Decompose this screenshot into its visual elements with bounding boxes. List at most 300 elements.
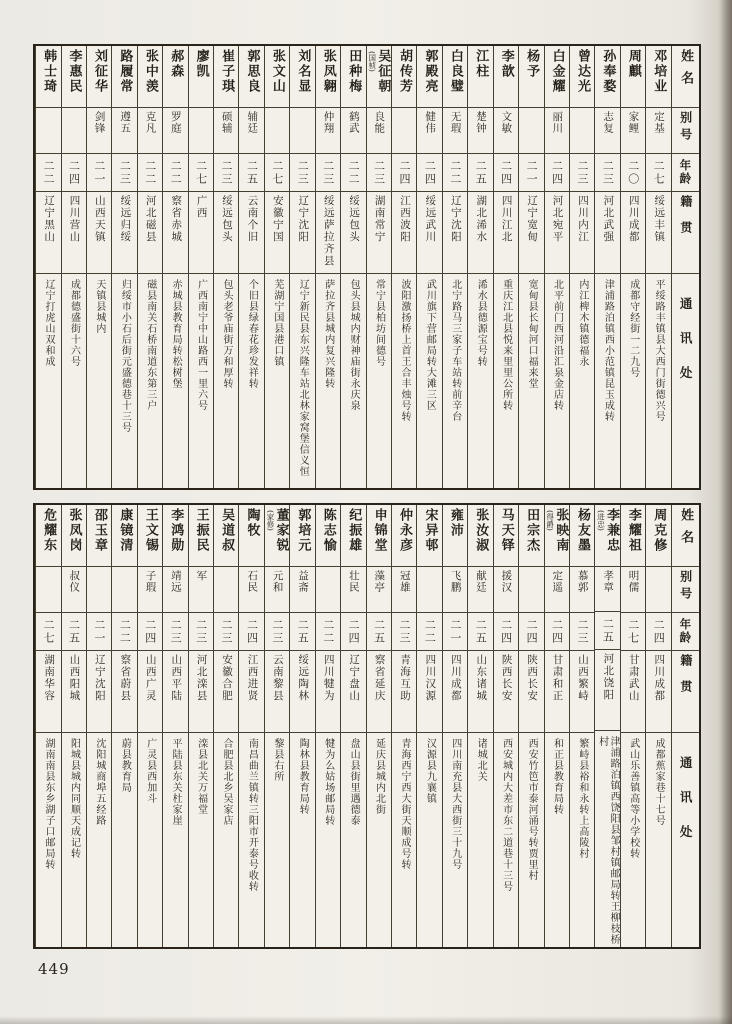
person-name: [87, 505, 111, 567]
person-alias: [545, 567, 569, 613]
person-address-text: 重庆江北县悦来里里公所转: [500, 279, 512, 411]
person-age-text: 二四: [347, 618, 361, 645]
person-age-text: 二四: [143, 618, 157, 645]
person-name: [341, 505, 365, 567]
person-origin: [138, 192, 162, 274]
person-age-text: 二七: [270, 159, 284, 186]
column-header-origin: [672, 192, 699, 274]
person-alias: [519, 108, 543, 154]
person-alias: [341, 567, 365, 613]
person-age: [595, 154, 619, 192]
person-name-text: 崔子琪: [219, 49, 235, 94]
person-name-text: 刘名显: [295, 49, 311, 94]
person-origin-text: 湖北浠水: [475, 195, 488, 243]
person-age: [468, 613, 492, 651]
person-name: [87, 46, 111, 108]
person-alias-text: 壮民: [347, 570, 360, 593]
person-name-text: 申锦堂: [371, 508, 387, 553]
person-address: [570, 274, 594, 488]
person-age: [367, 613, 391, 651]
person-address-text: 宽甸县长甸河口福来堂: [526, 279, 538, 389]
person-name-text: 张中羡: [142, 49, 158, 94]
person-name-text: 杨友墨: [574, 508, 590, 553]
person-column: [238, 46, 263, 488]
person-column: [493, 505, 518, 947]
person-name: [316, 46, 340, 108]
person-age-text: 二四: [245, 618, 259, 645]
person-origin: [163, 651, 187, 733]
person-age-text: 二〇: [626, 159, 640, 186]
header-column: [671, 46, 699, 488]
person-name-text: 张文山: [269, 49, 285, 94]
person-origin: [87, 651, 111, 733]
person-age: [214, 154, 238, 192]
person-origin: [595, 192, 619, 274]
person-address: [494, 274, 518, 488]
person-address: [87, 274, 111, 488]
person-origin: [417, 651, 441, 733]
person-age-text: 二五: [372, 618, 386, 645]
person-age-text: 二三: [270, 618, 284, 645]
person-age: [36, 154, 60, 192]
person-alias: [316, 567, 340, 613]
person-address: [239, 733, 263, 947]
person-name-text: 江柱: [473, 49, 489, 79]
registry-tables: [33, 44, 701, 949]
person-name: [265, 505, 289, 567]
person-name: [545, 46, 569, 108]
person-column: [86, 46, 111, 488]
person-name-text: 张凤岗: [66, 508, 82, 553]
person-origin-text: 陕西长安: [526, 654, 539, 702]
person-address-text: 常宁县柏坊间德号: [373, 279, 385, 367]
person-alias: [290, 567, 314, 613]
person-age: [290, 613, 314, 651]
person-column: [569, 46, 594, 488]
person-alias: [265, 567, 289, 613]
person-address: [392, 733, 416, 947]
person-address-text: 包头老爷庙街万和厚转: [221, 279, 232, 389]
person-address: [519, 733, 543, 947]
person-column: [645, 505, 670, 947]
person-origin: [214, 192, 238, 274]
person-column: [645, 46, 670, 488]
person-origin-text: 湖南华容: [43, 654, 56, 702]
person-column: [544, 505, 569, 947]
person-origin-text: 四川成都: [653, 654, 666, 702]
person-name-text: 孙奉婺: [600, 49, 616, 94]
person-address-text: 个旧县绿春花珍发祥转: [246, 279, 258, 389]
person-address: [163, 274, 187, 488]
scan-edge-shadow-bottom: [0, 1016, 732, 1024]
person-age: [138, 154, 162, 192]
person-name-text: 白良璧: [447, 49, 463, 94]
person-column: [289, 46, 314, 488]
person-column: [289, 505, 314, 947]
person-address-text: 武川旗下营邮局转大滩三区: [424, 279, 436, 411]
person-name-text: 张凤翱: [320, 49, 336, 94]
person-address-text: 犍为么姑场邮局转: [322, 738, 334, 826]
person-origin: [316, 651, 340, 733]
person-alias: [417, 567, 441, 613]
person-address-text: 芜湖宁国县港口镇: [271, 279, 283, 367]
person-alias-text: 楚钟: [474, 111, 487, 134]
person-age-text: 二二: [118, 618, 132, 645]
person-age: [265, 613, 289, 651]
person-age-text: 二三: [397, 618, 411, 645]
person-name: [36, 46, 60, 108]
person-age-text: 二二: [169, 159, 183, 186]
person-age-text: 二五: [601, 617, 615, 644]
person-alias: [36, 567, 60, 613]
person-name: [519, 505, 543, 567]
person-name: [392, 505, 416, 567]
header-column: [671, 505, 699, 947]
person-name: [595, 505, 619, 567]
person-name: [290, 46, 314, 108]
column-header-name-text: 姓名: [678, 49, 694, 93]
name-annotation: (得爵): [545, 510, 555, 531]
person-origin-text: 四川犍为: [322, 654, 335, 702]
person-address-text: 南昌曲兰镇转三阳市开泰号收转: [246, 738, 258, 892]
person-address: [138, 274, 162, 488]
person-age-text: 二三: [321, 159, 335, 186]
person-column: [315, 46, 340, 488]
person-column: [493, 46, 518, 488]
person-age: [468, 154, 492, 192]
person-alias: [290, 108, 314, 154]
person-age-text: 二五: [245, 159, 259, 186]
person-alias-text: 定遥: [551, 570, 564, 593]
column-header-address: [672, 733, 699, 947]
column-header-name: [672, 46, 699, 108]
person-address: [290, 274, 314, 488]
person-column: [188, 46, 213, 488]
person-address-text: 繁峙县裕和永转上高陵村: [576, 738, 588, 859]
person-column: [620, 505, 645, 947]
person-origin: [392, 651, 416, 733]
person-column: [213, 505, 238, 947]
person-origin-text: 河北滦县: [195, 654, 208, 702]
person-alias: [443, 567, 467, 613]
person-origin: [265, 192, 289, 274]
person-alias-text: 孝章: [602, 569, 615, 593]
person-name-text: 陶牧: [244, 508, 260, 538]
person-origin: [646, 651, 670, 733]
person-address: [341, 274, 365, 488]
person-name: [417, 505, 441, 567]
person-address: [62, 274, 86, 488]
person-alias: [367, 567, 391, 613]
person-origin: [570, 651, 594, 733]
column-header-name: [672, 505, 699, 567]
person-alias: [214, 567, 238, 613]
person-address: [189, 733, 213, 947]
person-age-text: 二三: [575, 618, 589, 645]
person-alias-text: 石民: [246, 570, 259, 593]
person-name: [265, 46, 289, 108]
person-address: [138, 733, 162, 947]
person-origin-text: 察省赤城: [170, 195, 183, 243]
person-age: [341, 154, 365, 192]
person-origin-text: 河北武强: [602, 195, 615, 243]
person-name: [519, 46, 543, 108]
person-name-text: 仲永彦: [397, 508, 413, 553]
name-annotation: (进忠): [596, 510, 606, 531]
person-name-text: 郝森: [168, 49, 184, 79]
column-header-alias: [672, 567, 699, 613]
person-alias: [570, 108, 594, 154]
person-origin-text: 辽宁黑山: [43, 195, 56, 243]
column-header-address: [672, 274, 699, 488]
person-origin-text: 河北饶阳: [602, 653, 615, 702]
person-origin-text: 绥远萨拉齐县: [322, 195, 335, 267]
person-alias-text: 辅廷: [246, 111, 259, 134]
person-column: [162, 505, 187, 947]
person-column: [544, 46, 569, 488]
person-name: [316, 505, 340, 567]
person-origin-text: 绥远归绥: [119, 195, 132, 243]
person-origin: [392, 192, 416, 274]
person-address-text: 波阳激扬桥上首王合丰烛号转: [398, 279, 410, 422]
person-name: [163, 505, 187, 567]
person-alias: [646, 567, 670, 613]
person-name-text: 吴道叔: [219, 508, 235, 553]
person-column: [467, 46, 492, 488]
column-header-alias-text: 别号: [678, 111, 693, 145]
person-origin-text: 辽宁沈阳: [297, 195, 310, 243]
person-address-text: 武山乐善镇高等小学校转: [627, 738, 639, 859]
person-alias: [87, 108, 111, 154]
person-address-text: 汉源县九襄镇: [424, 738, 436, 804]
person-age-text: 二二: [347, 159, 361, 186]
person-address: [239, 274, 263, 488]
person-age: [621, 613, 645, 651]
person-origin-text: 甘肃和正: [551, 654, 564, 702]
person-origin: [62, 192, 86, 274]
person-alias: [214, 108, 238, 154]
person-alias: [239, 108, 263, 154]
person-alias-text: 飞鹏: [449, 570, 462, 593]
person-age: [189, 613, 213, 651]
person-name: [112, 505, 136, 567]
person-origin-text: 四川成都: [627, 195, 640, 243]
person-age: [163, 613, 187, 651]
person-address: [112, 274, 136, 488]
column-header-alias-text: 别号: [678, 570, 693, 604]
person-name: [545, 505, 569, 567]
person-address: [570, 733, 594, 947]
person-column: [61, 505, 86, 947]
person-origin: [265, 651, 289, 733]
person-age-text: 二四: [397, 159, 411, 186]
person-origin: [519, 192, 543, 274]
person-address: [316, 733, 340, 947]
person-origin: [494, 651, 518, 733]
person-address: [189, 274, 213, 488]
person-origin: [239, 192, 263, 274]
person-age-text: 二三: [194, 618, 208, 645]
person-origin: [494, 192, 518, 274]
person-address: [36, 274, 60, 488]
person-address-text: 湖南南县东乡湖子口邮局转: [43, 738, 55, 870]
person-origin-text: 江西进贤: [246, 654, 259, 702]
person-age-text: 二二: [448, 159, 462, 186]
person-alias: [595, 567, 619, 613]
person-origin: [112, 192, 136, 274]
person-name: [595, 46, 619, 108]
person-age-text: 二四: [550, 159, 564, 186]
person-age-text: 二四: [525, 618, 539, 645]
person-age-text: 二一: [525, 159, 539, 186]
person-age: [646, 154, 670, 192]
person-address: [62, 733, 86, 947]
person-address-text: 平绥路丰镇县大西门街德兴号: [653, 279, 665, 422]
person-age-text: 二三: [220, 159, 234, 186]
person-alias: [138, 567, 162, 613]
person-alias-text: 叔仪: [68, 570, 81, 593]
person-alias: [163, 567, 187, 613]
person-address-text: 四川南充县大西街三十九号: [449, 738, 461, 870]
person-name: [214, 46, 238, 108]
person-origin-text: 山西繁峙: [576, 654, 589, 702]
person-name-text: 李耀祖: [625, 508, 641, 553]
person-age: [112, 154, 136, 192]
person-alias: [367, 108, 391, 154]
person-name: [163, 46, 187, 108]
person-name: [570, 505, 594, 567]
person-address-text: 浠水县德源宝号转: [475, 279, 487, 367]
registry-table-top: [33, 44, 701, 490]
column-header-address-text: 通讯处: [678, 756, 694, 860]
person-column: [340, 505, 365, 947]
person-origin-text: 安徽宁国: [271, 195, 284, 243]
person-address: [621, 733, 645, 947]
person-age: [239, 154, 263, 192]
person-origin-text: 河北宛平: [551, 195, 564, 243]
person-name-text: 郭思良: [244, 49, 260, 94]
column-header-alias: [672, 108, 699, 154]
person-address: [443, 274, 467, 488]
person-address-text: 津浦路泊镇西饶阳县邹村镇邮局转王柳枝桥村: [596, 736, 620, 946]
person-column: [188, 505, 213, 947]
person-address-text: 西安竹笆市泰河涌号转贾里村: [526, 738, 538, 881]
person-name-text: 董家锐: [273, 508, 289, 553]
person-address-text: 黎县右所: [271, 738, 283, 782]
person-alias-text: 无瑕: [449, 111, 462, 134]
person-age-text: 二二: [42, 159, 56, 186]
person-column: [111, 46, 136, 488]
person-address: [87, 733, 111, 947]
person-origin-text: 甘肃武山: [627, 654, 640, 702]
person-age-text: 二三: [601, 159, 615, 186]
person-name-text: 白金耀: [549, 49, 565, 94]
person-age-text: 二四: [67, 159, 81, 186]
person-alias: [189, 108, 213, 154]
person-name: [621, 46, 645, 108]
person-origin: [341, 651, 365, 733]
person-origin-text: 山西广灵: [144, 654, 157, 702]
person-origin: [443, 192, 467, 274]
person-address: [468, 274, 492, 488]
person-origin: [290, 651, 314, 733]
person-name: [62, 46, 86, 108]
person-address-text: 阳城县城内同顺天成记转: [68, 738, 80, 859]
person-address: [316, 274, 340, 488]
person-name-text: 刘征华: [91, 49, 107, 94]
person-age: [417, 154, 441, 192]
person-name-text: 周克修: [651, 508, 667, 553]
person-column: [61, 46, 86, 488]
person-column: [238, 505, 263, 947]
person-origin-text: 四川江北: [500, 195, 513, 243]
person-name-text: 吴征朝: [375, 49, 391, 94]
person-alias: [519, 567, 543, 613]
person-alias-text: 定基: [652, 111, 665, 134]
person-column: [366, 505, 391, 947]
person-address-text: 津浦路泊镇西小范镇昆玉成转: [602, 279, 614, 422]
person-alias: [468, 567, 492, 613]
person-name-text: 邓培业: [651, 49, 667, 94]
person-origin-text: 安徽合肥: [221, 654, 234, 702]
person-address: [545, 733, 569, 947]
person-name: [468, 505, 492, 567]
person-name-text: 郭殿亮: [422, 49, 438, 94]
person-column: [213, 46, 238, 488]
person-name: [62, 505, 86, 567]
person-alias: [239, 567, 263, 613]
person-age-text: 二三: [118, 159, 132, 186]
person-address: [519, 274, 543, 488]
person-age-text: 二二: [321, 618, 335, 645]
person-origin-text: 陕西长安: [500, 654, 513, 702]
person-column: [594, 46, 619, 488]
person-column: [35, 505, 60, 947]
person-name: [417, 46, 441, 108]
person-alias: [595, 108, 619, 154]
person-alias-text: 罗庭: [169, 111, 182, 134]
person-origin-text: 察省蔚县: [119, 654, 132, 702]
person-origin-text: 绥远包头: [221, 195, 234, 243]
person-column: [111, 505, 136, 947]
person-column: [518, 505, 543, 947]
person-alias: [392, 108, 416, 154]
person-address-text: 和正县教育局转: [551, 738, 563, 815]
person-origin: [189, 192, 213, 274]
person-age: [392, 154, 416, 192]
person-origin: [163, 192, 187, 274]
column-header-age-text: 年龄: [678, 159, 693, 186]
person-age-text: 二二: [423, 618, 437, 645]
person-origin: [36, 192, 60, 274]
person-age: [239, 613, 263, 651]
person-alias-text: 子瑕: [144, 570, 157, 593]
person-age: [367, 154, 391, 192]
person-name-text: 李兼忠: [604, 508, 620, 553]
person-origin: [36, 651, 60, 733]
person-age: [341, 613, 365, 651]
person-alias: [112, 567, 136, 613]
person-origin-text: 四川内江: [576, 195, 589, 243]
person-alias-text: 益斋: [297, 570, 310, 593]
person-origin-text: 山东诸城: [475, 654, 488, 702]
person-origin: [290, 192, 314, 274]
person-address: [367, 733, 391, 947]
person-address-text: 成都德盛街十六号: [68, 279, 80, 367]
person-origin: [138, 651, 162, 733]
person-address-text: 蔚县教育局: [119, 738, 131, 793]
person-alias: [621, 567, 645, 613]
